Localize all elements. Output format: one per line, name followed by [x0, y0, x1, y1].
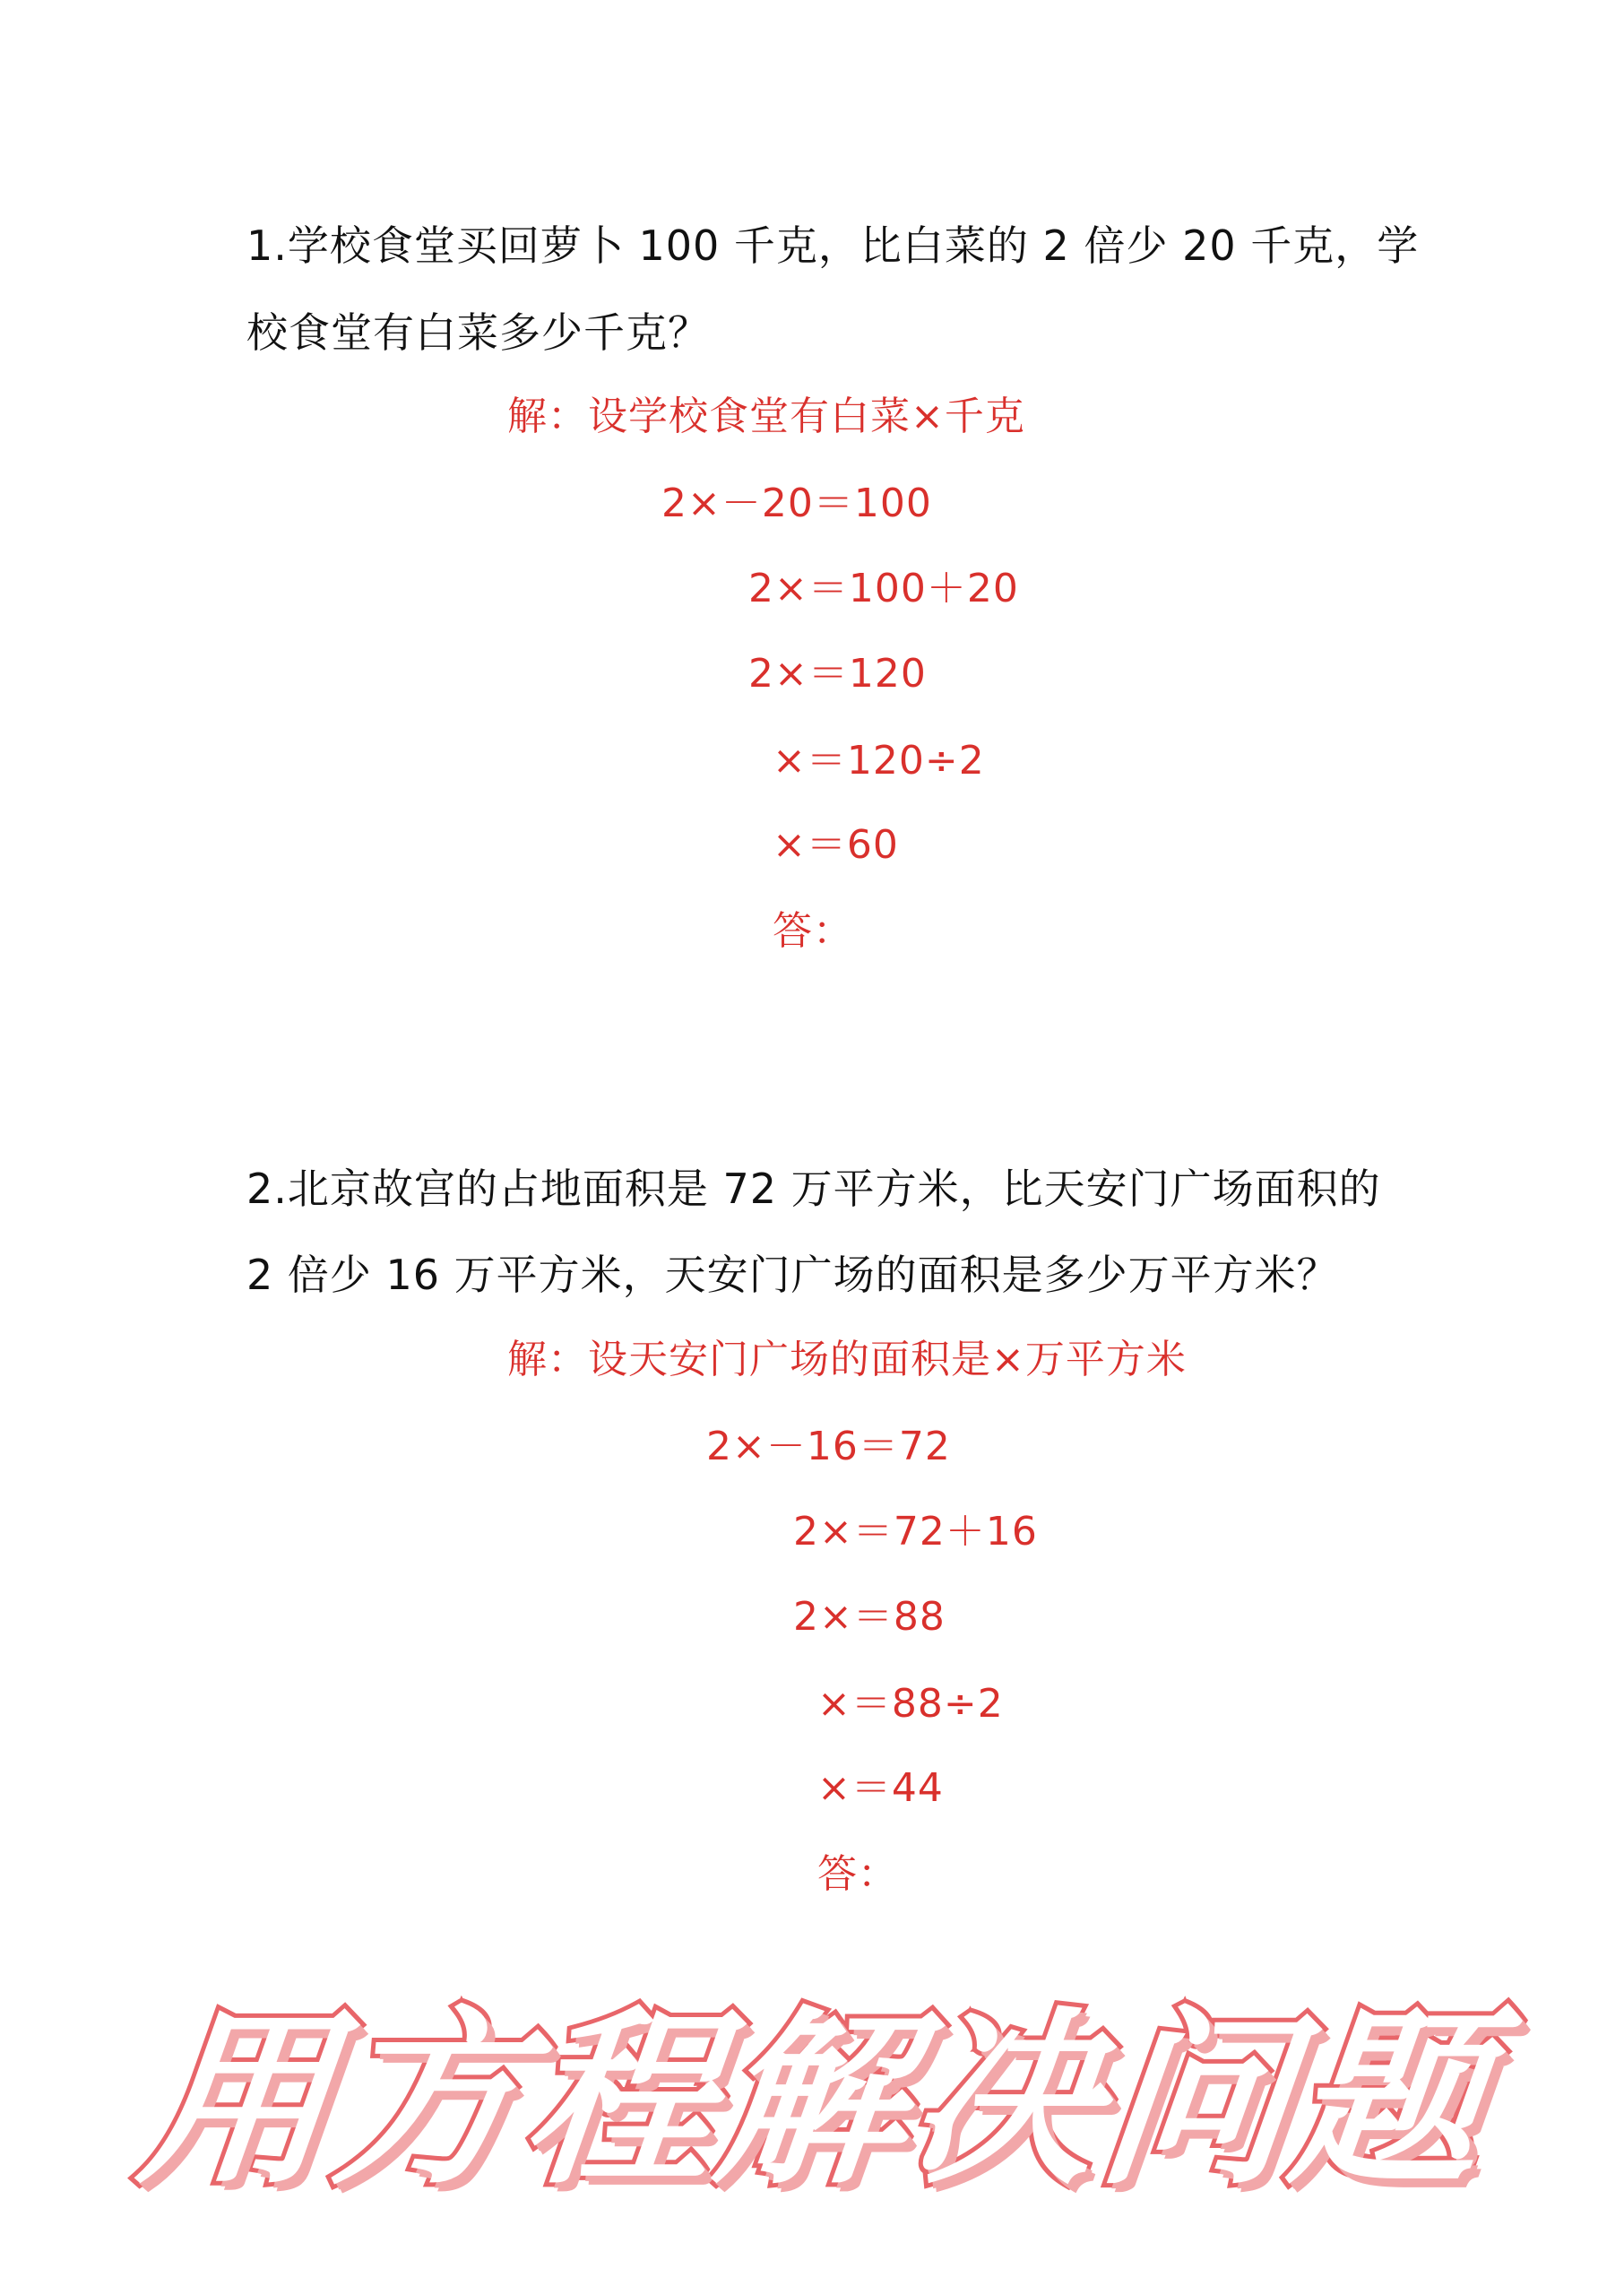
solution-step-1: 2×－16＝72 — [706, 1424, 951, 1469]
solution-let-statement: 解：设学校食堂有白菜×千克 — [507, 394, 1025, 439]
solution-step-3: 2×＝120 — [748, 651, 927, 697]
solution-step-3: 2×＝88 — [793, 1594, 946, 1640]
problem-2-question-line-2: 2 倍少 16 万平方米，天安门广场的面积是多少万平方米？ — [246, 1251, 1339, 1299]
solution-let-statement: 解：设天安门广场的面积是×万平方米 — [507, 1337, 1187, 1382]
solution-step-2: 2×＝72＋16 — [793, 1509, 1038, 1555]
solution-step-2: 2×＝100＋20 — [748, 566, 1019, 611]
problem-1-question-line-2: 校食堂有白菜多少千克？ — [246, 308, 710, 357]
solution-answer-label: 答： — [817, 1851, 898, 1897]
banner-title: 用方程解决问题 — [131, 1990, 1498, 2210]
title-banner — [54, 1968, 1577, 2210]
solution-step-5: ×＝60 — [773, 822, 899, 868]
problem-1-question-line-1: 1.学校食堂买回萝卜 100 千克，比白菜的 2 倍少 20 千克，学 — [246, 221, 1420, 270]
solution-step-5: ×＝44 — [817, 1765, 944, 1811]
solution-step-1: 2×－20＝100 — [661, 481, 932, 526]
problem-2-question-line-1: 2.北京故宫的占地面积是 72 万平方米，比天安门广场面积的 — [246, 1165, 1381, 1213]
solution-answer-label: 答： — [773, 908, 853, 954]
solution-step-4: ×＝88÷2 — [817, 1681, 1004, 1727]
solution-step-4: ×＝120÷2 — [773, 738, 985, 784]
